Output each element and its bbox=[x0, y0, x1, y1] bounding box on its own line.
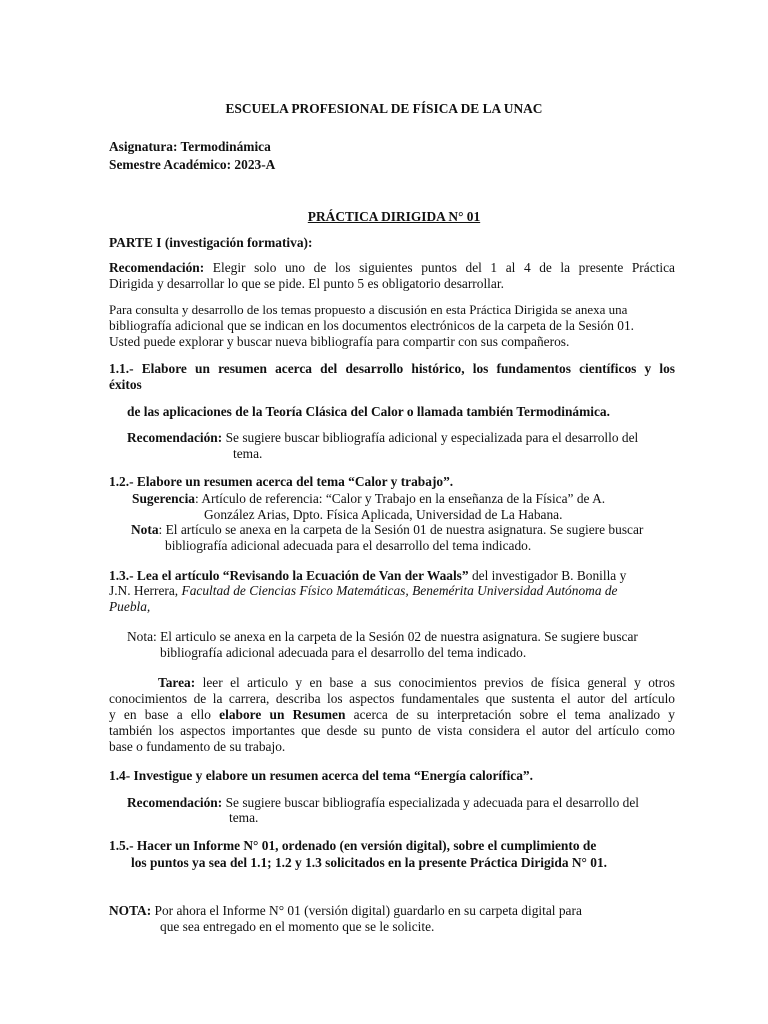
item-1-4-recommendation bbox=[127, 795, 639, 811]
recommendation-line2: Dirigida y desarrollar lo que se pide. El punto 5 es obligatorio desarrollar. bbox=[109, 276, 504, 291]
item-1-2-note bbox=[131, 522, 643, 538]
item-1-3-task-label: Tarea: bbox=[158, 675, 196, 690]
item-1-3-task-line2: conocimientos de la carrera, describa los aspectos fundamentales que sustenta el autor del artículo bbox=[109, 691, 675, 706]
item-1-3-title-rest: del investigador B. Bonilla y bbox=[471, 568, 627, 583]
item-1-1-rec-line2: tema. bbox=[233, 446, 263, 461]
item-1-4-rec-text: Se sugiere buscar bibliografía especializada y adecuada para el desarrollo del bbox=[225, 795, 640, 810]
consult-line2: bibliografía adicional que se indican en los documentos electrónicos de la carpeta de la Sesión 01. bbox=[109, 318, 635, 333]
item-1-3-task-bold: elabore un Resumen bbox=[219, 707, 346, 722]
item-1-2-sug-text: : Artículo de referencia: “Calor y Trabajo en la enseñanza de la Física” de A. bbox=[194, 491, 606, 506]
final-note-line2: que sea entregado en el momento que se le solicite. bbox=[160, 919, 435, 934]
item-1-3-task-text: leer el articulo y en base a sus conocimientos previos de física general y otros bbox=[202, 675, 675, 690]
item-1-3-task-line4: también los aspectos importantes que desde su punto de vista considera el autor del artículo como bbox=[109, 723, 675, 738]
item-1-3-note-line2: bibliografía adicional adecuada para el desarrollo del tema indicado. bbox=[160, 645, 527, 660]
item-1-2-title: 1.2.- Elabore un resumen acerca del tema “Calor y trabajo”. bbox=[109, 474, 454, 489]
final-note bbox=[109, 903, 582, 919]
consult-line1: Para consulta y desarrollo de los temas propuesto a discusión en esta Práctica Dirigida se anexa una bbox=[109, 302, 628, 317]
item-1-2-sug-label: Sugerencia bbox=[132, 491, 195, 506]
item-1-3-title-bold: 1.3.- Lea el artículo “Revisando la Ecuación de Van der Waals” bbox=[109, 568, 469, 583]
item-1-3-task-line5: base o fundamento de su trabajo. bbox=[109, 739, 286, 754]
part-heading: PARTE I (investigación formativa): bbox=[109, 235, 313, 250]
school-title: ESCUELA PROFESIONAL DE FÍSICA DE LA UNAC bbox=[225, 101, 543, 116]
item-1-2-note-label: Nota bbox=[131, 522, 159, 537]
item-1-5-line2: los puntos ya sea del 1.1; 1.2 y 1.3 solicitados en la presente Práctica Dirigida N° 01. bbox=[131, 855, 607, 870]
item-1-1-recommendation bbox=[127, 430, 638, 446]
item-1-3-task-post: acerca de su interpretación sobre el tema analizado y bbox=[353, 707, 675, 722]
item-1-5-line1: 1.5.- Hacer un Informe N° 01, ordenado (en versión digital), sobre el cumplimiento de bbox=[109, 838, 597, 853]
consult-line3: Usted puede explorar y buscar nueva bibliografía para compartir con sus compañeros. bbox=[109, 334, 570, 349]
item-1-3-title bbox=[109, 568, 626, 584]
item-1-4-rec-line2: tema. bbox=[229, 810, 259, 825]
item-1-3-line2 bbox=[109, 583, 618, 599]
item-1-3-task-line3 bbox=[109, 707, 675, 723]
item-1-1-title-line2: éxitos bbox=[109, 377, 142, 392]
recommendation-text: Elegir solo uno de los siguientes puntos del 1 al 4 de la presente Práctica bbox=[212, 260, 675, 275]
item-1-4-title: 1.4- Investigue y elabore un resumen acerca del tema “Energía calorífica”. bbox=[109, 768, 533, 783]
final-note-text: Por ahora el Informe N° 01 (versión digital) guardarlo en su carpeta digital para bbox=[154, 903, 582, 918]
semester-line: Semestre Académico: 2023-A bbox=[109, 157, 276, 172]
item-1-3-authors: J.N. Herrera, bbox=[109, 583, 179, 598]
item-1-3-note: Nota: El articulo se anexa en la carpeta de la Sesión 02 de nuestra asignatura. Se sugiere buscar bbox=[127, 629, 638, 644]
item-1-2-sug-line2: González Arias, Dpto. Física Aplicada, Universidad de La Habana. bbox=[204, 507, 563, 522]
item-1-1-title-line1: 1.1.- Elabore un resumen acerca del desarrollo histórico, los fundamentos científicos y los bbox=[109, 361, 675, 376]
final-note-label: NOTA: bbox=[109, 903, 152, 918]
subject-line: Asignatura: Termodinámica bbox=[109, 139, 271, 154]
item-1-2-note-line2: bibliografía adicional adecuada para el desarrollo del tema indicado. bbox=[165, 538, 532, 553]
item-1-1-rec-text: Se sugiere buscar bibliografía adicional y especializada para el desarrollo del bbox=[225, 430, 639, 445]
item-1-1-title-line3: de las aplicaciones de la Teoría Clásica del Calor o llamada también Termodinámica. bbox=[127, 404, 610, 419]
item-1-3-task-pre: y en base a ello bbox=[109, 707, 211, 722]
item-1-4-rec-label: Recomendación: bbox=[127, 795, 223, 810]
item-1-3-affiliation: Facultad de Ciencias Físico Matemáticas, Benemérita Universidad Autónoma de bbox=[181, 583, 618, 598]
recommendation-line1 bbox=[109, 260, 675, 276]
item-1-3-task-line1 bbox=[158, 675, 675, 691]
item-1-2-note-text: : El artículo se anexa en la carpeta de la Sesión 01 de nuestra asignatura. Se sugiere buscar bbox=[158, 522, 644, 537]
practice-title: PRÁCTICA DIRIGIDA N° 01 bbox=[307, 209, 481, 224]
item-1-1-rec-label: Recomendación: bbox=[127, 430, 223, 445]
item-1-3-line3: Puebla, bbox=[109, 599, 151, 614]
item-1-2-suggestion bbox=[132, 491, 605, 507]
recommendation-label: Recomendación: bbox=[109, 260, 205, 275]
